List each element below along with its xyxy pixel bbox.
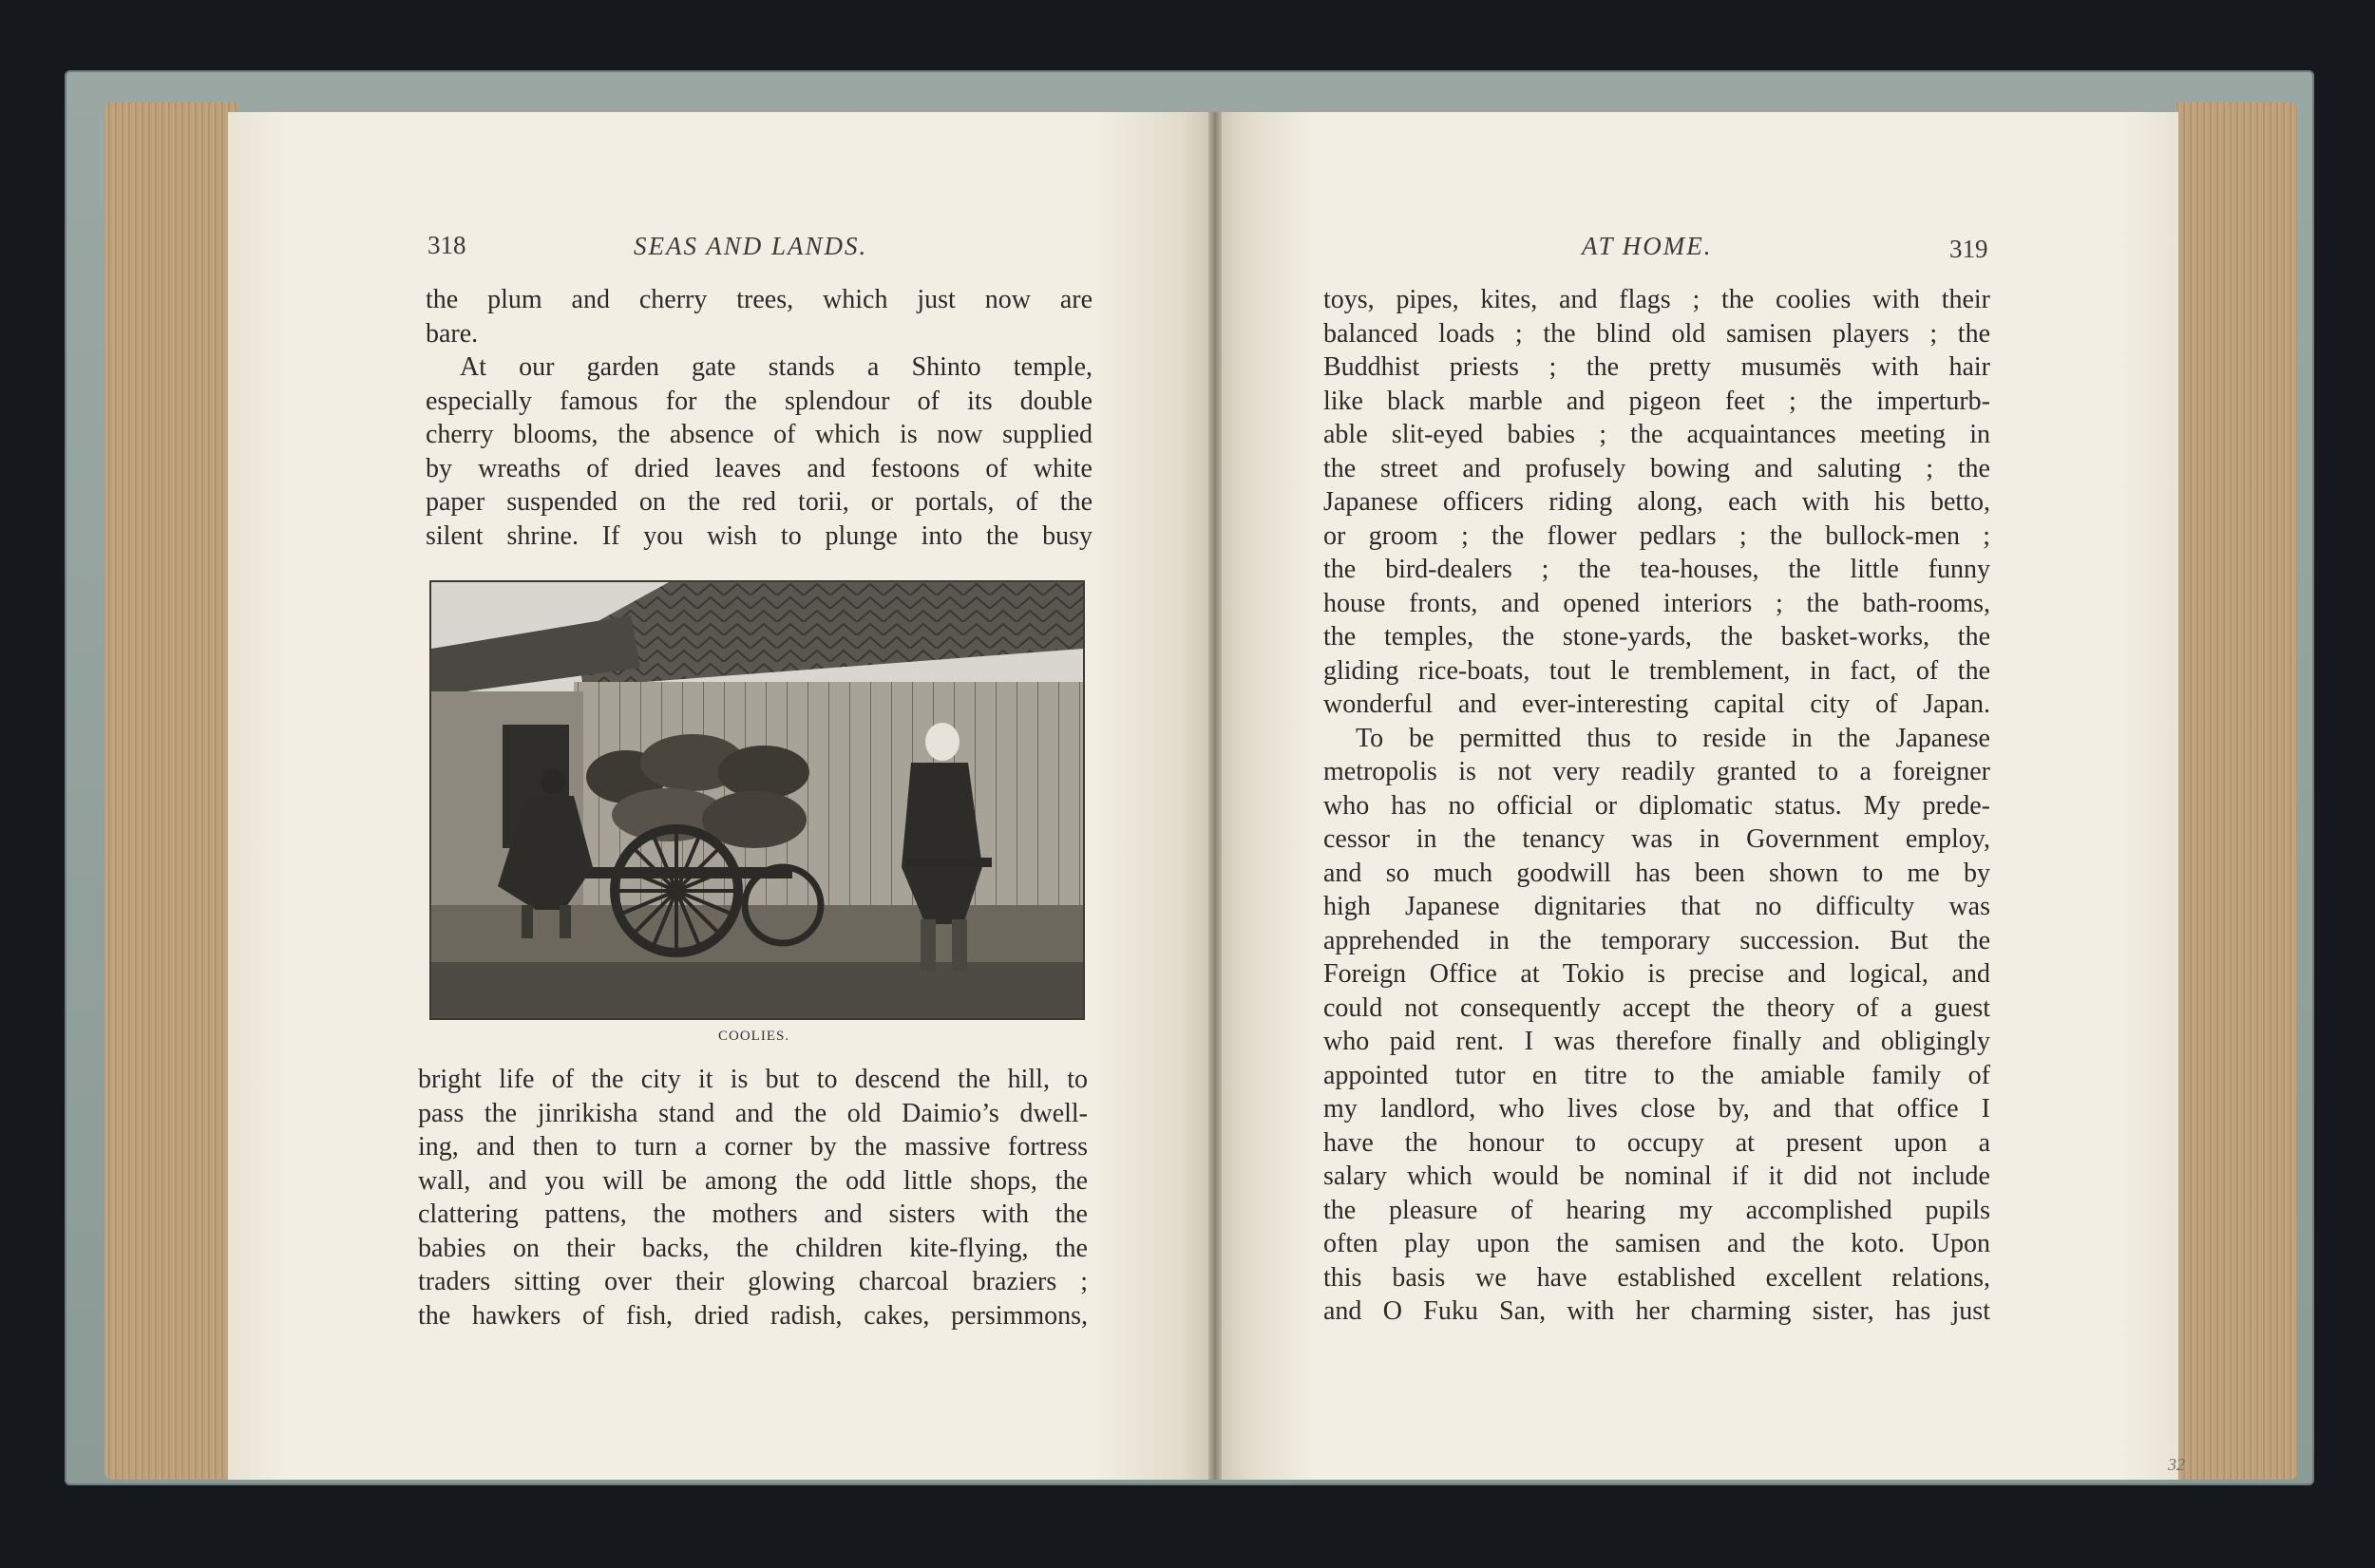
text-line: appointed tutor en titre to the amiable family of <box>1323 1060 1990 1090</box>
text-line: have the honour to occupy at present upon a <box>1323 1127 1990 1158</box>
text-line: gliding rice-boats, tout le tremblement, in fact, of the <box>1323 655 1990 686</box>
text-line: paper suspended on the red torii, or portals, of the <box>426 487 1092 517</box>
text-line: To be permitted thus to reside in the Japanese <box>1356 723 1990 753</box>
text-line: toys, pipes, kites, and flags ; the coolies with their <box>1323 285 1990 314</box>
right-page-number: 319 <box>1949 235 1988 263</box>
text-line: wall, and you will be among the odd little shops, the <box>418 1165 1088 1196</box>
right-running-head: AT HOME. <box>1582 232 1713 260</box>
text-line: who paid rent. I was therefore finally and obligingly <box>1323 1027 1990 1056</box>
text-line: especially famous for the splendour of its double <box>426 386 1092 416</box>
text-line: the temples, the stone-yards, the basket-works, the <box>1323 622 1990 652</box>
text-line: who has no official or diplomatic status. My prede- <box>1323 790 1990 821</box>
text-line: Buddhist priests ; the pretty musumës with hair <box>1323 352 1990 382</box>
text-line: Foreign Office at Tokio is precise and logical, and <box>1323 959 1990 989</box>
figure-caption: COOLIES. <box>718 1029 790 1044</box>
right-page-text <box>1323 283 1990 1329</box>
page-edges-right <box>2176 103 2297 1480</box>
text-line: babies on their backs, the children kite-flying, the <box>418 1233 1088 1263</box>
text-line: salary which would be nominal if it did not include <box>1323 1162 1990 1191</box>
text-line: bare. <box>426 318 479 349</box>
left-top-paragraphs <box>426 283 1092 553</box>
left-bottom-paragraph <box>418 1063 1088 1332</box>
coolies-photograph <box>429 580 1085 1020</box>
text-line: could not consequently accept the theory of a guest <box>1323 992 1990 1023</box>
text-line: the pleasure of hearing my accomplished pupils <box>1323 1195 1990 1225</box>
text-line: clattering pattens, the mothers and sisters with the <box>418 1200 1088 1229</box>
text-line: high Japanese dignitaries that no difficulty was <box>1323 892 1990 921</box>
text-line: cherry blooms, the absence of which is now supplied <box>426 420 1092 449</box>
text-line: balanced loads ; the blind old samisen players ; the <box>1323 318 1990 349</box>
text-line: by wreaths of dried leaves and festoons of white <box>426 453 1092 483</box>
text-line: the hawkers of fish, dried radish, cakes, persimmons, <box>418 1300 1088 1331</box>
text-line: and O Fuku San, with her charming sister, has just <box>1323 1296 1990 1326</box>
text-line: house fronts, and opened interiors ; the bath-rooms, <box>1323 588 1990 618</box>
pencil-margin-note: 32 <box>2168 1455 2185 1474</box>
text-line: the plum and cherry trees, which just now are <box>426 285 1092 314</box>
text-line: often play upon the samisen and the koto. Upon <box>1323 1229 1990 1258</box>
text-line: bright life of the city it is but to descend the hill, to <box>418 1065 1088 1094</box>
text-line: the bird-dealers ; the tea-houses, the little funny <box>1323 555 1990 584</box>
page-edges-left <box>104 103 238 1480</box>
left-running-head: SEAS AND LANDS. <box>634 232 868 260</box>
text-line: cessor in the tenancy was in Government employ, <box>1323 824 1990 854</box>
text-line: traders sitting over their glowing charcoal braziers ; <box>418 1267 1088 1296</box>
text-line: metropolis is not very readily granted to a foreigner <box>1323 757 1990 786</box>
book-gutter <box>1208 112 1222 1480</box>
text-line: this basis we have established excellent relations, <box>1323 1262 1990 1293</box>
text-line: pass the jinrikisha stand and the old Daimio’s dwell- <box>418 1098 1088 1128</box>
text-line: ing, and then to turn a corner by the massive fortress <box>418 1132 1088 1162</box>
text-line: silent shrine. If you wish to plunge into the busy <box>426 520 1092 551</box>
text-line: wonderful and ever-interesting capital city of Japan. <box>1323 690 1990 719</box>
text-line: or groom ; the flower pedlars ; the bullock-men ; <box>1323 520 1990 551</box>
left-page-number: 318 <box>428 231 466 259</box>
text-line: and so much goodwill has been shown to me by <box>1323 858 1990 888</box>
text-line: Japanese officers riding along, each with his betto, <box>1323 487 1990 517</box>
text-line: apprehended in the temporary succession. But the <box>1323 925 1990 955</box>
text-line: the street and profusely bowing and saluting ; the <box>1323 453 1990 483</box>
text-line: my landlord, who lives close by, and that office I <box>1323 1094 1990 1124</box>
text-line: like black marble and pigeon feet ; the imperturb- <box>1323 386 1990 416</box>
text-line: able slit-eyed babies ; the acquaintances meeting in <box>1323 420 1990 449</box>
text-line: At our garden gate stands a Shinto temple, <box>460 352 1092 382</box>
